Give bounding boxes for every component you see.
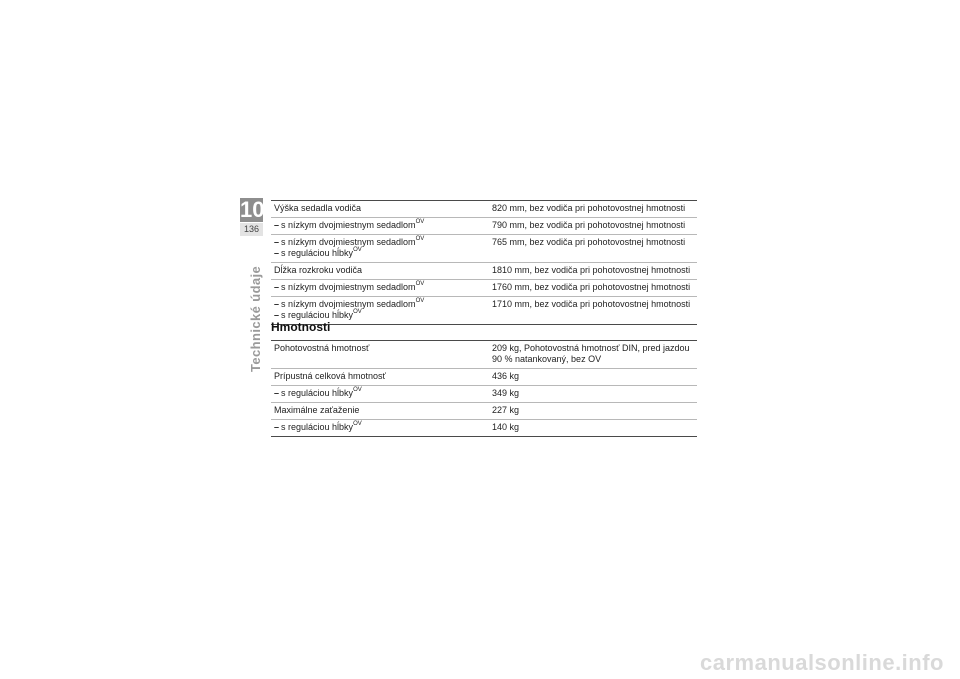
table-row bbox=[271, 263, 697, 280]
table-row bbox=[271, 403, 697, 420]
option-superscript: OV bbox=[415, 219, 425, 225]
option-superscript: OV bbox=[353, 247, 362, 253]
row-value: 765 mm, bez vodiča pri pohotovostnej hmotnosti bbox=[489, 235, 697, 263]
row-value: 436 kg bbox=[489, 369, 697, 386]
table-row bbox=[271, 235, 697, 263]
label-text: Maximálne zaťaženie bbox=[274, 405, 360, 415]
label-text: s reguláciou hĺbky bbox=[281, 248, 354, 258]
label-line bbox=[274, 203, 483, 214]
option-superscript: OV bbox=[415, 281, 425, 287]
row-label bbox=[271, 201, 489, 218]
row-value: 140 kg bbox=[489, 420, 697, 437]
dash-bullet: – bbox=[274, 310, 280, 320]
dash-bullet: – bbox=[274, 248, 280, 258]
row-label bbox=[271, 369, 489, 386]
label-text: Dĺžka rozkroku vodiča bbox=[274, 265, 363, 275]
table-row bbox=[271, 218, 697, 235]
label-line bbox=[274, 265, 483, 276]
label-text: Pohotovostná hmotnosť bbox=[274, 343, 370, 353]
label-text: s nízkym dvojmiestnym sedadlom bbox=[281, 237, 416, 247]
label-line bbox=[274, 422, 483, 433]
option-superscript: OV bbox=[353, 309, 362, 315]
label-line bbox=[274, 248, 483, 259]
dash-bullet: – bbox=[274, 282, 280, 292]
row-value: 1760 mm, bez vodiča pri pohotovostnej hmotnosti bbox=[489, 280, 697, 297]
label-text: s reguláciou hĺbky bbox=[281, 422, 354, 432]
row-label bbox=[271, 341, 489, 369]
label-line bbox=[274, 388, 483, 399]
table-row bbox=[271, 297, 697, 325]
row-value: 1710 mm, bez vodiča pri pohotovostnej hmotnosti bbox=[489, 297, 697, 325]
dash-bullet: – bbox=[274, 388, 280, 398]
table-row bbox=[271, 420, 697, 437]
section-heading-weights: Hmotnosti bbox=[271, 320, 331, 334]
dash-bullet: – bbox=[274, 220, 280, 230]
chapter-marker bbox=[240, 198, 263, 236]
row-value: 227 kg bbox=[489, 403, 697, 420]
label-text: s reguláciou hĺbky bbox=[281, 310, 354, 320]
dash-bullet: – bbox=[274, 237, 280, 247]
table-row bbox=[271, 386, 697, 403]
row-label bbox=[271, 218, 489, 235]
seat-height-table-body bbox=[271, 201, 697, 325]
table-row bbox=[271, 369, 697, 386]
row-value: 790 mm, bez vodiča pri pohotovostnej hmotnosti bbox=[489, 218, 697, 235]
row-value: 349 kg bbox=[489, 386, 697, 403]
label-text: Prípustná celková hmotnosť bbox=[274, 371, 386, 381]
row-label bbox=[271, 386, 489, 403]
option-superscript: OV bbox=[353, 387, 362, 393]
label-text: s reguláciou hĺbky bbox=[281, 388, 354, 398]
table-row bbox=[271, 341, 697, 369]
page-number: 136 bbox=[240, 223, 263, 236]
row-label bbox=[271, 280, 489, 297]
table-row bbox=[271, 280, 697, 297]
row-value: 209 kg, Pohotovostná hmotnosť DIN, pred jazdou 90 % natankovaný, bez OV bbox=[489, 341, 697, 369]
label-text: s nízkym dvojmiestnym sedadlom bbox=[281, 299, 416, 309]
label-line bbox=[274, 237, 483, 248]
option-superscript: OV bbox=[415, 236, 425, 242]
label-text: s nízkym dvojmiestnym sedadlom bbox=[281, 220, 416, 230]
row-value: 820 mm, bez vodiča pri pohotovostnej hmotnosti bbox=[489, 201, 697, 218]
label-line bbox=[274, 220, 483, 231]
label-line bbox=[274, 282, 483, 293]
row-label bbox=[271, 403, 489, 420]
row-label bbox=[271, 235, 489, 263]
row-label bbox=[271, 420, 489, 437]
option-superscript: OV bbox=[415, 298, 425, 304]
option-superscript: OV bbox=[353, 421, 362, 427]
label-line bbox=[274, 371, 483, 382]
label-text: s nízkym dvojmiestnym sedadlom bbox=[281, 282, 416, 292]
chapter-title: Technické údaje bbox=[248, 265, 263, 372]
row-label bbox=[271, 263, 489, 280]
label-line bbox=[274, 405, 483, 416]
seat-height-table bbox=[271, 200, 697, 325]
weights-table bbox=[271, 340, 697, 437]
dash-bullet: – bbox=[274, 422, 280, 432]
weights-table-body bbox=[271, 341, 697, 437]
label-text: Výška sedadla vodiča bbox=[274, 203, 362, 213]
label-line bbox=[274, 299, 483, 310]
watermark: carmanualsonline.info bbox=[700, 650, 944, 675]
table-row bbox=[271, 201, 697, 218]
chapter-number: 10 bbox=[240, 197, 265, 222]
label-line bbox=[274, 343, 483, 354]
dash-bullet: – bbox=[274, 299, 280, 309]
row-value: 1810 mm, bez vodiča pri pohotovostnej hmotnosti bbox=[489, 263, 697, 280]
